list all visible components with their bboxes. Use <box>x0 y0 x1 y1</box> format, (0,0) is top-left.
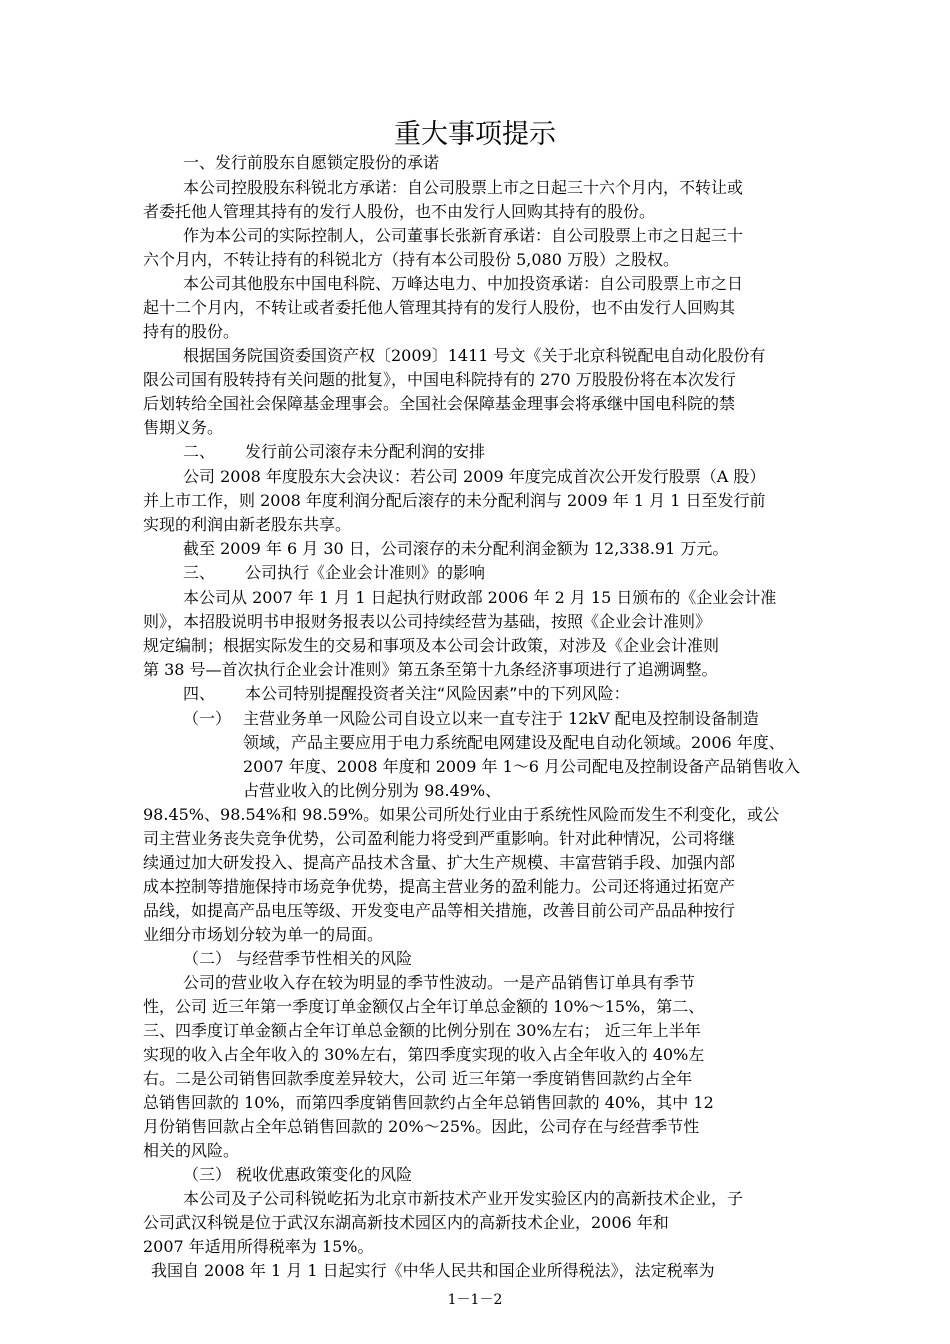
text-line: 主营业务单一风险公司自设立以来一直专注于 12kV 配电及控制设备制造 <box>243 709 759 728</box>
text-line: 领域，产品主要应用于电力系统配电网建设及配电自动化领域。2006 年度、 <box>243 733 785 752</box>
risk-heading-tax: （三） 税收优惠政策变化的风险 <box>183 1165 413 1184</box>
text-line: 右。二是公司销售回款季度差异较大，公司 近三年第一季度销售回款约占全年 <box>143 1069 693 1088</box>
text-line: 98.45%、98.54%和 98.59%。如果公司所处行业由于系统性风险而发生不利变化，或公 <box>143 805 780 824</box>
text-line: 持有的股份。 <box>143 322 240 341</box>
text-line: 本公司其他股东中国电科院、万峰达电力、中加投资承诺：自公司股票上市之日 <box>183 274 744 293</box>
text-line: 本公司及子公司科锐屹拓为北京市新技术产业开发实验区内的高新技术企业，子 <box>183 1189 744 1208</box>
text-line: 作为本公司的实际控制人，公司董事长张新育承诺：自公司股票上市之日起三十 <box>183 226 744 245</box>
text-line: 则》，本招股说明书申报财务报表以公司持续经营为基础，按照《企业会计准则》 <box>143 612 712 631</box>
text-line: 司主营业务丧失竞争优势，公司盈利能力将受到严重影响。针对此种情况，公司将继 <box>143 829 736 848</box>
text-line: 实现的利润由新老股东共享。 <box>143 515 352 534</box>
text-line: 三、四季度订单金额占全年订单总金额的比例分别在 30%左右； 近三年上半年 <box>143 1021 701 1040</box>
section-heading-text: 本公司特别提醒投资者关注“风险因素”中的下列风险： <box>245 684 630 703</box>
text-line: 公司 2008 年度股东大会决议：若公司 2009 年度完成首次公开发行股票（A 股） <box>183 467 766 486</box>
risk-item-number: （一） <box>183 709 232 728</box>
text-line: 2007 年适用所得税率为 15%。 <box>143 1237 374 1256</box>
section-number: 三、 <box>183 563 216 582</box>
text-line: 总销售回款的 10%，而第四季度销售回款约占全年总销售回款的 40%，其中 12 <box>143 1093 714 1112</box>
text-line: 起十二个月内，不转让或者委托他人管理其持有的发行人股份，也不由发行人回购其 <box>143 298 736 317</box>
section-heading-text: 公司执行《企业会计准则》的影响 <box>245 563 486 582</box>
section-heading-text: 发行前公司滚存未分配利润的安排 <box>245 442 486 461</box>
text-line: 月份销售回款占全年总销售回款的 20%～25%。因此，公司存在与经营季节性 <box>143 1117 700 1136</box>
text-line: 性，公司 近三年第一季度订单金额仅占全年订单总金额的 10%～15%，第二、 <box>143 997 705 1016</box>
section-heading-retained-profit <box>183 441 485 463</box>
text-line: 续通过加大研发投入、提高产品技术含量、扩大生产规模、丰富营销手段、加强内部 <box>143 853 736 872</box>
section-heading-risks <box>183 683 630 705</box>
text-line: 本公司从 2007 年 1 月 1 日起执行财政部 2006 年 2 月 15 日颁布的《企业会计准 <box>183 588 777 607</box>
text-line: 六个月内，不转让持有的科锐北方（持有本公司股份 5,080 万股）之股权。 <box>143 250 679 269</box>
text-line: 限公司国有股转持有关问题的批复》，中国电科院持有的 270 万股股份将在本次发行 <box>143 370 736 389</box>
text-line: 品线，如提高产品电压等级、开发变电产品等相关措施，改善目前公司产品品种按行 <box>143 901 736 920</box>
text-line: 业细分市场划分较为单一的局面。 <box>143 925 384 944</box>
text-line: 截至 2009 年 6 月 30 日，公司滚存的未分配利润金额为 12,338.91 万元。 <box>183 539 729 558</box>
section-heading-lockup: 一、发行前股东自愿锁定股份的承诺 <box>183 153 440 172</box>
text-line: 本公司控股股东科锐北方承诺：自公司股票上市之日起三十六个月内，不转让或 <box>183 178 744 197</box>
section-number: 四、 <box>183 684 216 703</box>
text-line: 后划转给全国社会保障基金理事会。全国社会保障基金理事会将承继中国电科院的禁 <box>143 394 736 413</box>
text-line: 占营业收入的比例分别为 98.49%、 <box>243 781 502 800</box>
text-line: 实现的收入占全年收入的 30%左右，第四季度实现的收入占全年收入的 40%左 <box>143 1045 705 1064</box>
text-line: 公司武汉科锐是位于武汉东湖高新技术园区内的高新技术企业，2006 年和 <box>143 1213 669 1232</box>
text-line: 第 38 号—首次执行企业会计准则》第五条至第十九条经济事项进行了追溯调整。 <box>143 660 718 679</box>
text-line: 者委托他人管理其持有的发行人股份，也不由发行人回购其持有的股份。 <box>143 202 656 221</box>
text-line: 公司的营业收入存在较为明显的季节性波动。一是产品销售订单具有季节 <box>183 973 696 992</box>
section-heading-accounting <box>183 562 485 584</box>
text-line: 售期义务。 <box>143 418 224 437</box>
section-number: 二、 <box>183 442 216 461</box>
page-title: 重大事项提示 <box>394 119 556 150</box>
text-line: 根据国务院国资委国资产权〔2009〕1411 号文《关于北京科锐配电自动化股份有 <box>183 346 766 365</box>
text-line: 并上市工作，则 2008 年度利润分配后滚存的未分配利润与 2009 年 1 月 1 日至发行前 <box>143 491 766 510</box>
text-line: 我国自 2008 年 1 月 1 日起实行《中华人民共和国企业所得税法》，法定税率为 <box>151 1261 715 1280</box>
text-line: 规定编制；根据实际发生的交易和事项及本公司会计政策，对涉及《企业会计准则 <box>143 636 720 655</box>
page-number: 1－1－2 <box>447 1292 503 1308</box>
text-line: 2007 年度、2008 年度和 2009 年 1～6 月公司配电及控制设备产品销售收入 <box>243 757 801 776</box>
risk-heading-seasonality: （二） 与经营季节性相关的风险 <box>183 949 413 968</box>
text-line: 相关的风险。 <box>143 1141 240 1160</box>
text-line: 成本控制等措施保持市场竞争优势，提高主营业务的盈利能力。公司还将通过拓宽产 <box>143 877 736 896</box>
